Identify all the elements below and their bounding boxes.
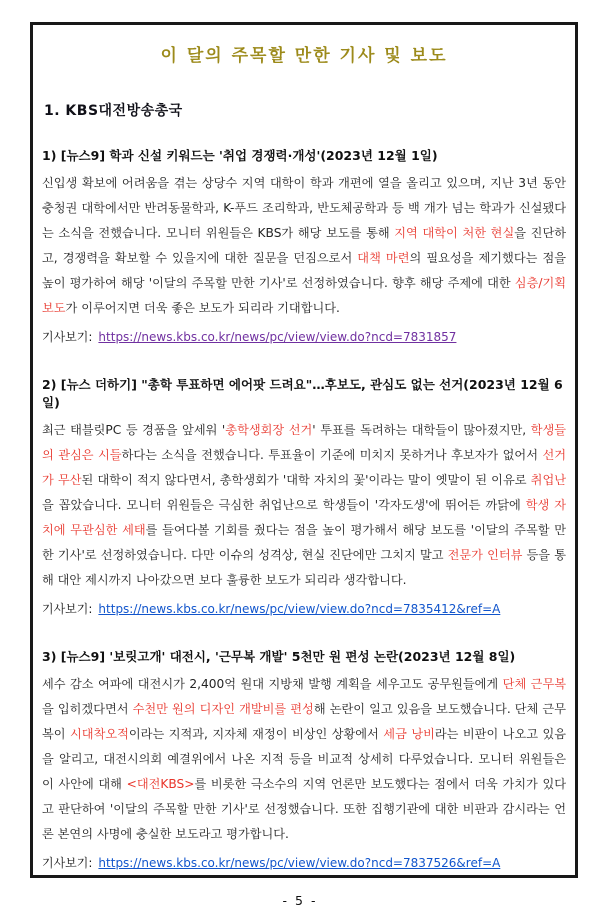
body-text: 해 논란이 일고 있음을 보도했습니다. 단체 근무복이 [42,702,566,741]
highlighted-text: 선거가 무산 [42,448,567,487]
article-item [42,376,566,621]
article-heading: 2) [뉴스 더하기] "총학 투표하면 에어팟 드려요"…후보도, 관심도 없는 선거(2023년 12월 6일) [42,377,563,410]
articles-container [42,147,566,875]
highlighted-text: 총학생회장 선거 [225,423,313,437]
article-link-row [42,597,566,621]
body-text: 을 입히겠다면서 [42,702,133,716]
article-link[interactable]: https://news.kbs.co.kr/news/pc/view/view.do?ncd=7835412&ref=A [98,602,501,616]
highlighted-text: 심층/기획보도 [42,276,566,315]
highlighted-text: 세금 낭비 [383,727,435,741]
highlighted-text: 학생 자치에 무관심한 세태 [42,498,566,537]
body-text: 하다는 소식을 전했습니다. 투표율이 기준에 미치지 못하거나 후보자가 없어서 [121,448,543,462]
highlighted-text: 대책 마련 [357,251,410,265]
highlighted-text: 취업난 [530,473,566,487]
body-text: 라는 비판이 나오고 있음을 알리고, 대전시의회 예결위에서 나온 지적 등을 비교적 상세히 다루었습니다. 모니터 위원들은 이 사안에 대해 [42,727,567,791]
page-title: 이 달의 주목할 만한 기사 및 보도 [160,46,448,66]
highlighted-text: 학생들의 관심은 시들 [42,423,567,462]
body-text: 을 꼽았습니다. 모니터 위원들은 극심한 취업난으로 학생들이 '각자도생'에 뛰어든 까닭에 [42,498,526,512]
body-text: 최근 태블릿PC 등 경품을 앞세워 ' [42,423,226,437]
article-link[interactable]: https://news.kbs.co.kr/news/pc/view/view.do?ncd=7837526&ref=A [98,856,501,870]
article-link-label: 기사보기: [42,856,93,870]
page-number: - 5 - [282,893,318,908]
body-text: ' 투표를 독려하는 대학들이 많아졌지만, [312,423,531,437]
page-border-box [30,22,578,878]
body-text: 된 대학이 적지 않다면서, 총학생회가 '대학 자치의 꽃'이라는 말이 옛말이 된 이유로 [81,473,531,487]
article-link-row [42,325,566,349]
body-text: 를 들여다볼 기회를 줬다는 점을 높이 평가해서 해당 보도를 '이달의 주목할 만한 기사'로 선정하였습니다. 다만 이슈의 성격상, 현실 진단에만 그치지 말고 [42,523,567,562]
body-text: 를 비롯한 극소수의 지역 언론만 보도했다는 점에서 더욱 가치가 있다고 판단하여 '이달의 주목할 만한 기사'로 선정했습니다. 또한 집행기관에 대한 비판과 감시라는 언론 본연의 사명에 충실한 보도라고 평가합니다. [42,777,567,841]
article-body [42,418,566,593]
section-heading: 1. KBS대전방송총국 [44,103,183,119]
article-link[interactable]: https://news.kbs.co.kr/news/pc/view/view.do?ncd=7831857 [98,330,457,344]
body-text: 가 이루어지면 더욱 좋은 보도가 되리라 기대합니다. [65,301,340,315]
highlighted-text: 시대착오적 [70,727,129,741]
article-heading: 1) [뉴스9] 학과 신설 키워드는 '취업 경쟁력·개성'(2023년 12월 1일) [42,148,438,163]
body-text: 세수 감소 여파에 대전시가 2,400억 원대 지방채 발행 계획을 세우고도 공무원들에게 [42,677,503,691]
body-text: 의 필요성을 제기했다는 점을 높이 평가하여 해당 '이달의 주목할 만한 기사'로 선정하였습니다. 향후 해당 주제에 대한 [42,251,567,290]
body-text: 을 진단하고, 경쟁력을 확보할 수 있을지에 대한 질문을 던짐으로서 [42,226,566,265]
article-body [42,672,566,847]
highlighted-text: 수천만 원의 디자인 개발비를 편성 [132,702,314,716]
highlighted-text: 전문가 인터뷰 [447,548,523,562]
body-text: 이라는 지적과, 지자체 재정이 비상인 상황에서 [128,727,384,741]
body-text: 등을 통해 대안 제시까지 나아갔으면 보다 훌륭한 보도가 되리라 생각합니다. [42,548,566,587]
article-heading: 3) [뉴스9] '보릿고개' 대전시, '근무복 개발' 5천만 원 편성 논란(2023년 12월 8일) [42,649,516,664]
article-link-label: 기사보기: [42,330,93,344]
body-text: 신입생 확보에 어려움을 겪는 상당수 지역 대학이 학과 개편에 열을 올리고 있으며, 지난 3년 동안 충청권 대학에서만 반려동물학과, K-푸드 조리학과, 반도체공학과 등 백 개가 넘는 학과가 신설됐다는 소식을 전했습니다. 모니터 위원들은 KBS가 해당 보도를 통해 [42,176,566,240]
article-body [42,171,566,321]
article-item [42,648,566,875]
article-link-row [42,851,566,875]
article-link-label: 기사보기: [42,602,93,616]
article-item [42,147,566,349]
highlighted-text: 단체 근무복 [502,677,566,691]
highlighted-text: 지역 대학이 처한 현실 [394,226,515,240]
highlighted-text: <대전KBS> [126,777,195,791]
